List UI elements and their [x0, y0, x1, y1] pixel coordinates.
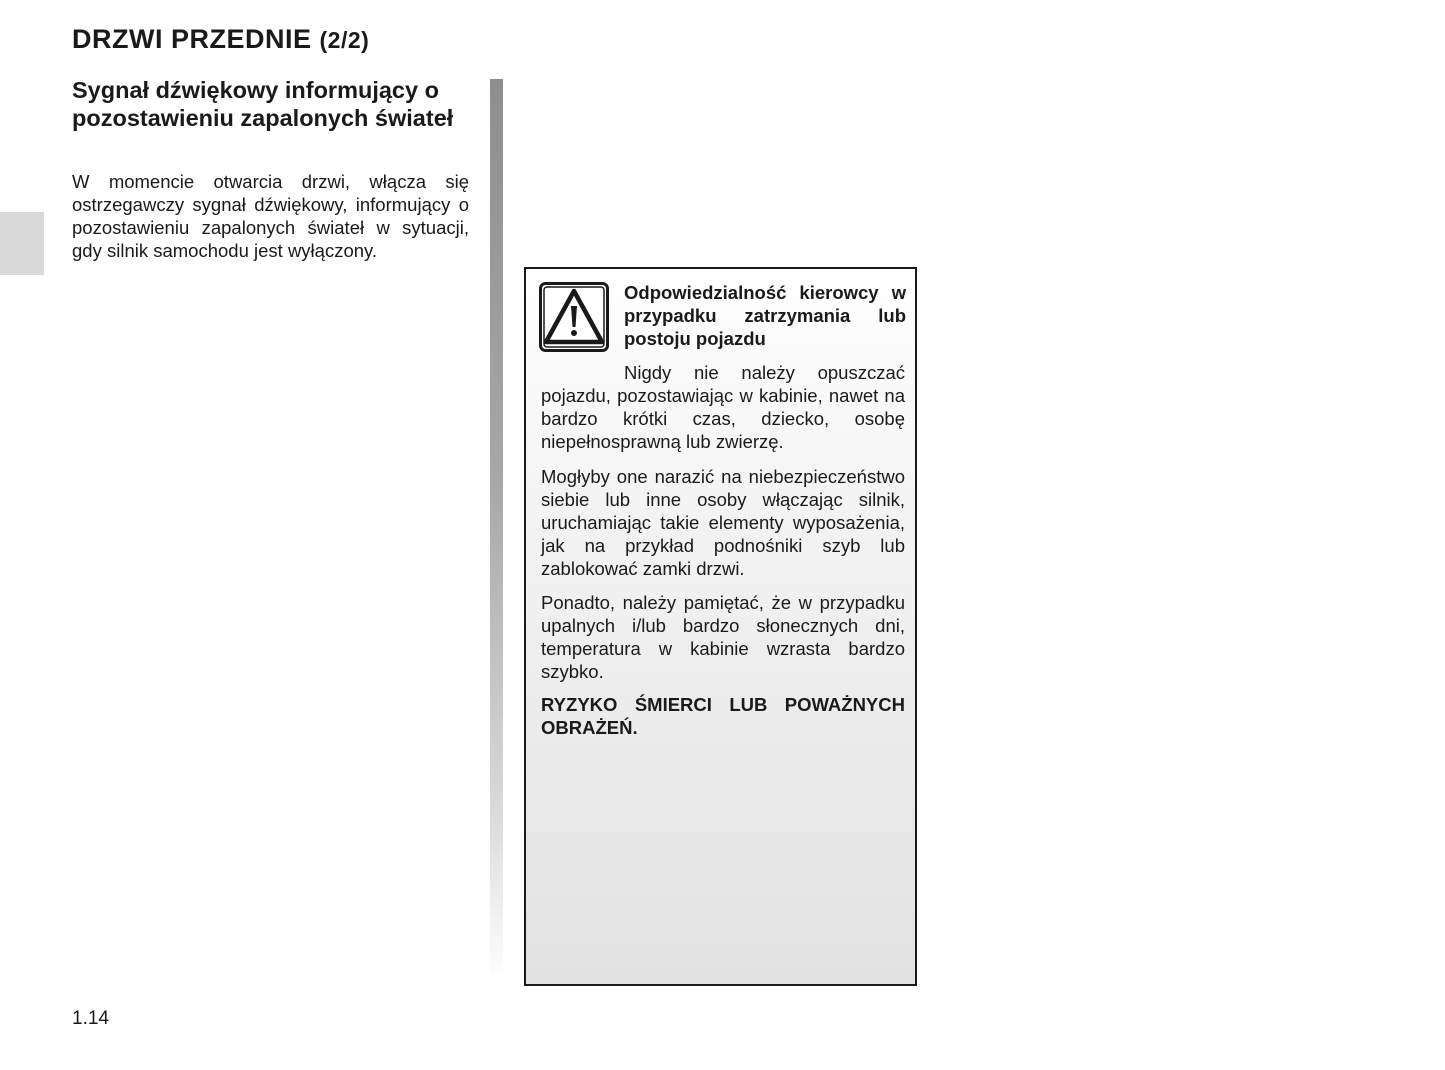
warning-danger-text: RYZYKO ŚMIERCI LUB POWAŻNYCH OBRAŻEŃ. [541, 694, 905, 738]
page-counter: (2/2) [319, 27, 370, 53]
warning-paragraph: Nigdy nie należy opuszczać pojazdu, pozostawiając w kabinie, nawet na bardzo krótki czas, dziecko, osobę niepełnosprawną lub zwierzę. [541, 362, 905, 452]
column-divider [490, 79, 503, 982]
warning-box [524, 267, 917, 986]
page-number: 1.14 [72, 1008, 109, 1029]
section-body: W momencie otwarcia drzwi, włącza się ostrzegawczy sygnał dźwiękowy, informujący o pozostawieniu zapalonych świateł w sytuacji, gdy silnik samochodu jest wyłączony. [72, 171, 469, 261]
chapter-side-tab [0, 212, 44, 275]
warning-title: Odpowiedzialność kierowcy w przypadku zatrzymania lub postoju pojazdu [624, 282, 906, 349]
warning-paragraph: Mogłyby one narazić na niebezpieczeństwo siebie lub inne osoby włączając silnik, uruchamiając takie elementy wyposażenia, jak na przykład podnośniki szyb lub zablokować zamki drzwi. [541, 466, 905, 579]
page-title [72, 24, 369, 55]
section-heading: Sygnał dźwiękowy informujący o pozostawieniu zapalonych świateł [72, 77, 454, 131]
warning-triangle-icon [539, 282, 609, 352]
warning-paragraph: Ponadto, należy pamiętać, że w przypadku upalnych i/lub bardzo słonecznych dni, temperatura w kabinie wzrasta bardzo szybko. [541, 592, 905, 682]
page-title-text: DRZWI PRZEDNIE [72, 24, 312, 54]
